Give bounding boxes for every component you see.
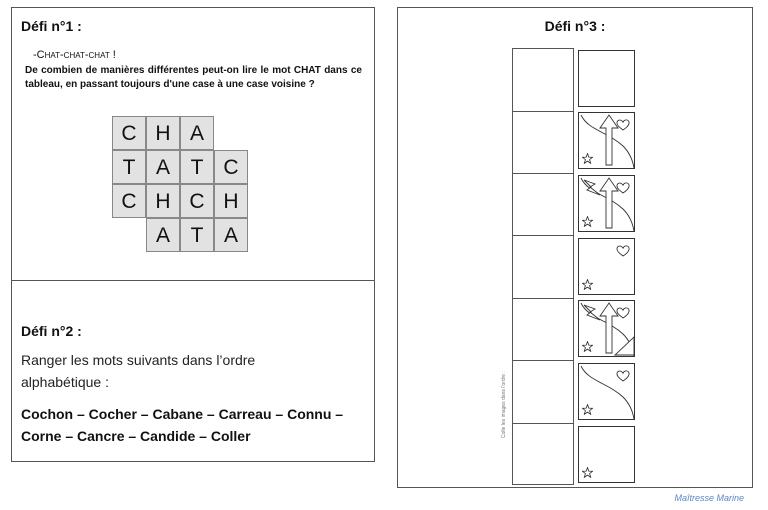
defi1-subtitle-word: Chat-chat-chat bbox=[36, 49, 110, 61]
defi3-title: Défi n°3 : bbox=[544, 18, 606, 34]
grid-cell: A bbox=[180, 116, 214, 150]
grid-cell: H bbox=[146, 116, 180, 150]
grid-cell: C bbox=[180, 184, 214, 218]
letter-grid bbox=[112, 116, 248, 252]
defi1-subtitle-prefix: - bbox=[33, 49, 37, 61]
answer-column bbox=[512, 48, 574, 485]
grid-cell: T bbox=[180, 218, 214, 252]
defi3-card bbox=[397, 7, 753, 488]
answer-divider bbox=[513, 298, 573, 299]
grid-cell: A bbox=[214, 218, 248, 252]
sequence-picture-7 bbox=[578, 426, 635, 483]
grid-cell: C bbox=[112, 184, 146, 218]
sequence-picture-1 bbox=[578, 50, 635, 107]
answer-divider bbox=[513, 235, 573, 236]
defi1-card bbox=[11, 7, 375, 281]
grid-cell: H bbox=[214, 184, 248, 218]
sequence-picture-4 bbox=[578, 238, 635, 295]
grid-cell: T bbox=[112, 150, 146, 184]
defi1-question: De combien de manières différentes peut-on lire le mot CHAT dans ce tableau, en passant toujours d'une case à une case voisine ? bbox=[25, 65, 362, 90]
defi2-title: Défi n°2 : bbox=[21, 323, 82, 339]
grid-cell: C bbox=[214, 150, 248, 184]
defi1-title: Défi n°1 : bbox=[21, 18, 82, 34]
defi1-subtitle-suffix: ! bbox=[109, 49, 116, 61]
column-note: Colle les images dans l'ordre : bbox=[501, 371, 507, 438]
answer-divider bbox=[513, 360, 573, 361]
defi1-subtitle bbox=[33, 49, 116, 61]
grid-cell: C bbox=[112, 116, 146, 150]
defi2-instruction: Ranger les mots suivants dans l’ordre alphabétique : bbox=[21, 352, 256, 390]
sequence-picture-3 bbox=[578, 175, 635, 232]
answer-divider bbox=[513, 173, 573, 174]
defi2-word-list: Cochon – Cocher – Cabane – Carreau – Connu – Corne – Cancre – Candide – Coller bbox=[21, 406, 344, 444]
defi2-card bbox=[11, 280, 375, 462]
answer-divider bbox=[513, 111, 573, 112]
answer-divider bbox=[513, 423, 573, 424]
sequence-picture-5 bbox=[578, 300, 635, 357]
grid-cell: H bbox=[146, 184, 180, 218]
sequence-picture-2 bbox=[578, 112, 635, 169]
sequence-picture-6 bbox=[578, 363, 635, 420]
author-credit: Maîtresse Marine bbox=[674, 493, 744, 503]
grid-cell: A bbox=[146, 150, 180, 184]
grid-cell: T bbox=[180, 150, 214, 184]
grid-cell: A bbox=[146, 218, 180, 252]
